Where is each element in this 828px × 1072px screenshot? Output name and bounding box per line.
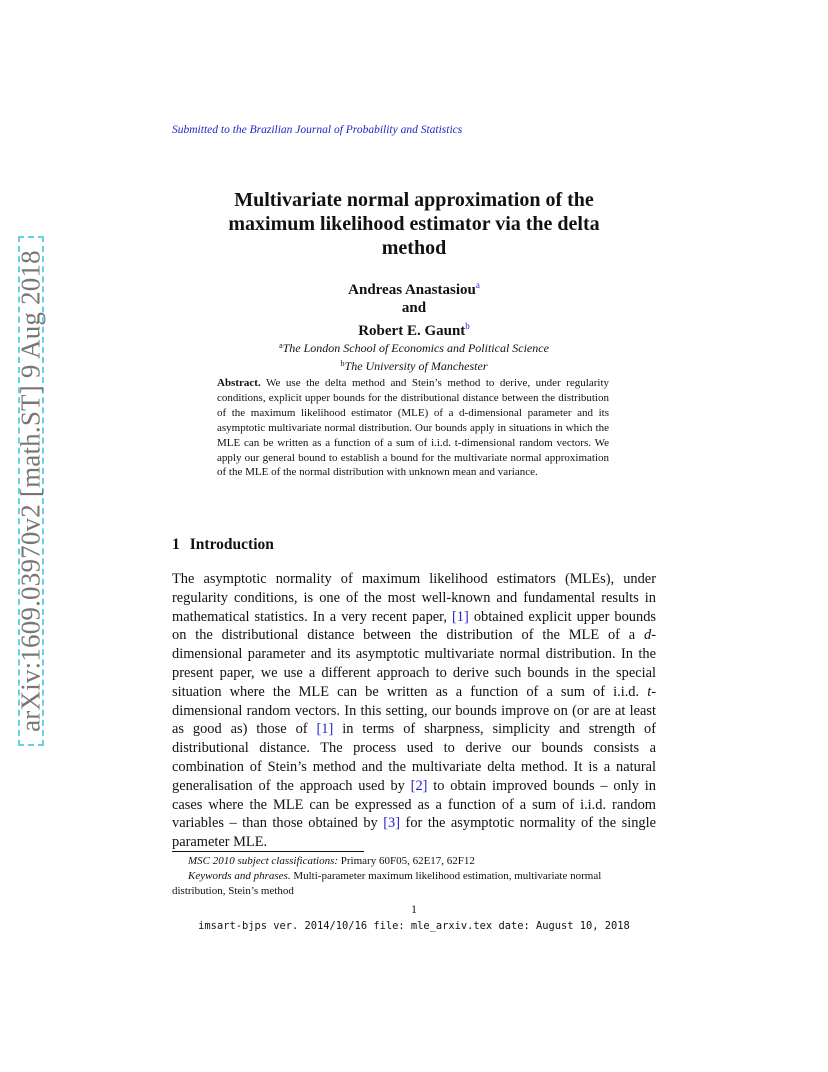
affiliation	[172, 356, 656, 374]
author-line	[172, 317, 656, 340]
affiliation-link[interactable]: a	[475, 280, 480, 290]
section-title: Introduction	[189, 536, 274, 553]
affiliation	[172, 338, 656, 356]
body-text: obtained explicit upper bounds on the distributional distance between the distribution of the MLE of a	[172, 608, 656, 644]
keywords	[172, 869, 656, 899]
page-footer: imsart-bjps ver. 2014/10/16 file: mle_arxiv.tex date: August 10, 2018	[198, 920, 630, 932]
abstract-heading: Abstract.	[217, 377, 261, 389]
author-line	[172, 276, 656, 299]
citation-link[interactable]: [2]	[410, 777, 428, 794]
msc-label: MSC 2010 subject classifications:	[188, 855, 339, 867]
arxiv-identifier-stamp	[8, 236, 60, 748]
intro-paragraph	[172, 570, 656, 852]
author-name: Robert E. Gaunt	[358, 323, 466, 339]
paper-title	[172, 188, 656, 260]
affiliation-mark: b	[340, 359, 345, 368]
body-text: in terms of sharpness, simplicity and strength of distributional distance. The process used to derive our bounds consists a combination of Stein’s method and the multivariate delta method. It is a natural generalisation of the approach used by	[172, 721, 656, 794]
journal-note[interactable]: Submitted to the Brazilian Journal of Probability and Statistics	[172, 124, 463, 136]
title-line: method	[381, 237, 447, 259]
keywords-text: Multi-parameter maximum likelihood estimation, multivariate normal distribution, Stein’s method	[172, 870, 602, 897]
page-number: 1	[411, 902, 417, 916]
footnotes	[172, 854, 656, 899]
math-symbol: d	[644, 627, 652, 644]
body-text: to obtain improved bounds – only in cases where the MLE can be expressed as a function of a sum of i.i.d. random variables – than those obtained by	[172, 777, 656, 832]
keywords-label: Keywords and phrases.	[188, 870, 291, 882]
math-symbol: t	[647, 683, 652, 700]
title-line: Multivariate normal approximation of the	[234, 189, 594, 211]
citation-link[interactable]: [1]	[452, 608, 469, 625]
section-number: 1	[172, 536, 180, 553]
affiliation-text: The University of Manchester	[344, 359, 488, 373]
body-text: -dimensional random vectors. In this setting, our bounds improve on (or are at least as good as) those of	[172, 683, 656, 738]
footnote-rule	[172, 851, 364, 852]
body-text: The asymptotic normality of maximum likelihood estimators (MLEs), under regularity conditions, is one of the most well-known and fundamental results in mathematical statistics. In a very recent paper,	[172, 571, 656, 625]
citation-link[interactable]: [1]	[316, 721, 334, 738]
affiliation-link[interactable]: b	[465, 321, 470, 331]
citation-link[interactable]: [3]	[383, 815, 401, 832]
body-text: for the asymptotic normality of the single parameter MLE.	[172, 815, 656, 851]
affiliation-text: The London School of Economics and Political Science	[282, 341, 549, 355]
author-name: Andreas Anastasiou	[348, 282, 476, 298]
author-block	[172, 276, 656, 340]
arxiv-id-text: arXiv:1609.03970v2 [math.ST] 9 Aug 2018	[15, 250, 46, 732]
title-line: maximum likelihood estimator via the delta	[228, 213, 600, 235]
abstract	[217, 376, 609, 480]
affiliation-mark: a	[279, 341, 283, 350]
msc-classification	[172, 854, 656, 869]
affiliations	[172, 338, 656, 374]
author-conjunction: and	[401, 300, 427, 316]
body-text: -dimensional parameter and its asymptotic multivariate normal distribution. In the present paper, we use a different approach to derive such bounds in the special situation where the MLE can be written as a function of a sum of i.i.d.	[172, 627, 656, 700]
section-heading	[172, 536, 274, 554]
abstract-text: We use the delta method and Stein’s method to derive, under regularity conditions, explicit upper bounds for the distributional distance between the distribution of the maximum likelihood estimator (MLE) of a d-dimensional parameter and its asymptotic multivariate normal distribution. Our bounds apply in situations in which the MLE can be written as a function of a sum of i.i.d. t-dimensional random vectors. We apply our general bound to establish a bound for the multivariate normal approximation of the MLE of the normal distribution with unknown mean and variance.	[217, 377, 609, 479]
msc-text: Primary 60F05, 62E17, 62F12	[338, 855, 475, 867]
